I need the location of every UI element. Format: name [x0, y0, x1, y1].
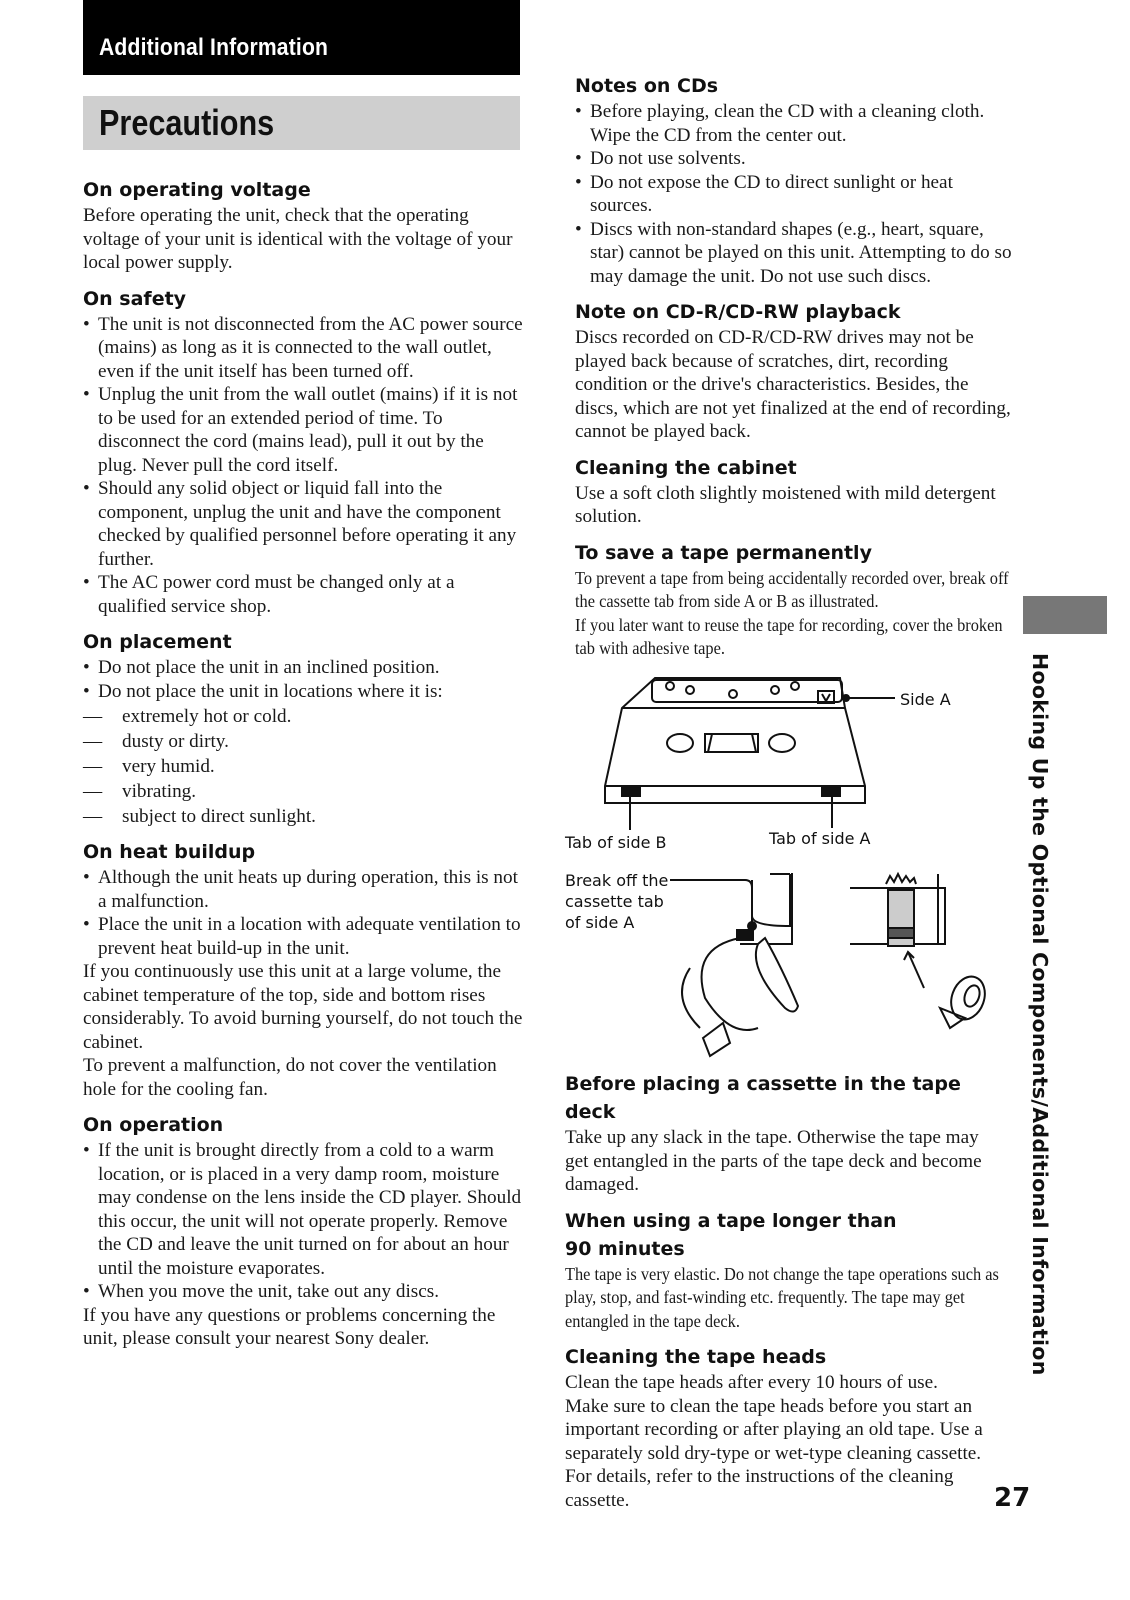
list-item: • Place the unit in a location with adequate ventilation to prevent heat build-up in the unit.: [83, 913, 523, 960]
section-before-placing: [565, 1070, 1005, 1197]
placement-sublist: [83, 705, 523, 829]
paragraph: Take up any slack in the tape. Otherwise the tape may get entangled in the parts of the tape deck and become damaged.: [565, 1127, 982, 1195]
paragraph: The tape is very elastic. Do not change the tape operations such as play, stop, and fast-winding etc. frequently. The tape may get entangled in the tape deck.: [565, 1263, 999, 1331]
safety-list: [83, 313, 523, 619]
heading-operating-voltage: On operating voltage: [83, 179, 311, 201]
list-item: • The AC power cord must be changed only at a qualified service shop.: [83, 571, 523, 618]
label-line: cassette tab: [565, 892, 664, 911]
section-longer-tape: [565, 1207, 1005, 1334]
paragraph: To prevent a tape from being accidentally recorded over, break off the cassette tab from side A or B as illustrated.: [575, 567, 1009, 611]
section-save-tape: [575, 539, 1015, 661]
section-cleaning-cabinet: [575, 454, 1015, 529]
list-item: — very humid.: [83, 755, 523, 779]
list-item: • Do not expose the CD to direct sunlight or heat sources.: [575, 171, 1015, 218]
paragraph: Before operating the unit, check that the operating voltage of your unit is identical with the voltage of your local power supply.: [83, 205, 513, 273]
section-safety: [83, 285, 523, 619]
heading-placement: On placement: [83, 631, 232, 653]
section-placement: [83, 628, 523, 828]
heading-heat-buildup: On heat buildup: [83, 841, 256, 863]
label-tab-side-a: Tab of side A: [769, 829, 871, 848]
list-item: — dusty or dirty.: [83, 730, 523, 754]
list-item: • The unit is not disconnected from the AC power source (mains) as long as it is connected to the wall outlet, even if the unit itself has been turned off.: [83, 313, 523, 384]
heading-before-placing: [565, 1070, 1005, 1126]
heading-line: Before placing a cassette in the tape: [565, 1073, 961, 1095]
right-column: [575, 72, 1015, 661]
left-column: [83, 176, 523, 1351]
page-title-box: [83, 96, 520, 150]
heading-operation: On operation: [83, 1114, 224, 1136]
page-title: Precautions: [99, 102, 275, 143]
section-notes-on-cds: [575, 72, 1015, 288]
side-tab-label: [1028, 653, 1058, 1443]
paragraph: If you continuously use this unit at a large volume, the cabinet temperature of the top, side and bottom rises considerably. To avoid burning yourself, do not touch the cabinet.: [83, 961, 523, 1053]
list-item: • Do not use solvents.: [575, 147, 1015, 171]
heading-longer-tape: [565, 1207, 1005, 1263]
page-number: 27: [994, 1483, 1031, 1513]
heading-cleaning-cabinet: Cleaning the cabinet: [575, 456, 797, 479]
heading-line: deck: [565, 1101, 616, 1123]
heading-notes-on-cds: Notes on CDs: [575, 75, 719, 97]
section-operation: [83, 1111, 523, 1351]
list-item: • When you move the unit, take out any discs.: [83, 1280, 523, 1304]
list-item: — vibrating.: [83, 780, 523, 804]
list-item: — extremely hot or cold.: [83, 705, 523, 729]
list-item: • Should any solid object or liquid fall into the component, unplug the unit and have the component checked by qualified personnel before operating it any further.: [83, 477, 523, 571]
heading-cdr-playback: Note on CD-R/CD-RW playback: [575, 301, 901, 323]
heading-save-tape: To save a tape permanently: [575, 541, 872, 564]
list-item: • Although the unit heats up during operation, this is not a malfunction.: [83, 866, 523, 913]
side-tab-marker: [1023, 596, 1107, 634]
paragraph: Discs recorded on CD-R/CD-RW drives may not be played back because of scratches, dirt, recording condition or the drive's characteristics. Besides, the discs, which are not yet finalized at the end of recording, cannot be played back.: [575, 327, 1011, 442]
heading-line: 90 minutes: [565, 1237, 685, 1260]
list-item: • If the unit is brought directly from a cold to a warm location, or is placed in a very damp room, moisture may condense on the lens inside the CD player. Should this occur, the unit will not operate properly. Remove the CD and leave the unit turned on for about an hour until the moisture evaporates.: [83, 1139, 523, 1280]
operation-list: [83, 1139, 523, 1304]
label-side-a: Side A: [900, 690, 951, 709]
cds-list: [575, 100, 1015, 288]
list-item: • Unplug the unit from the wall outlet (mains) if it is not to be used for an extended period of time. To disconnect the cord (mains lead), pull it out by the plug. Never pull the cord itself.: [83, 383, 523, 477]
paragraph: If you have any questions or problems concerning the unit, please consult your nearest Sony dealer.: [83, 1304, 496, 1349]
paragraph: Clean the tape heads after every 10 hours of use.: [565, 1372, 938, 1393]
heading-safety: On safety: [83, 287, 187, 310]
section-banner: [83, 0, 520, 75]
list-item: • Discs with non-standard shapes (e.g., heart, square, star) cannot be played on this unit. Attempting to do so may damage the unit. Do not use such discs.: [575, 218, 1015, 289]
section-cdr-playback: [575, 298, 1015, 444]
list-item: • Do not place the unit in locations where it is:: [83, 680, 523, 704]
section-operating-voltage: [83, 176, 523, 275]
section-heat-buildup: [83, 838, 523, 1101]
section-cleaning-heads: [565, 1343, 1005, 1512]
paragraph: Make sure to clean the tape heads before you start an important recording or after playing an old tape. Use a separately sold dry-type or wet-type cleaning cassette. For details, refer to the instructions of the cleaning cassette.: [565, 1395, 983, 1511]
side-tab-text: Hooking Up the Optional Components/Additional Information: [1028, 653, 1052, 1376]
label-break-off: [565, 870, 668, 933]
heat-list: [83, 866, 523, 960]
section-label: Additional Information: [99, 34, 329, 61]
placement-list: [83, 656, 523, 703]
heading-cleaning-heads: Cleaning the tape heads: [565, 1346, 827, 1368]
heading-line: When using a tape longer than: [565, 1209, 897, 1232]
paragraph: To prevent a malfunction, do not cover the ventilation hole for the cooling fan.: [83, 1055, 497, 1100]
list-item: • Before playing, clean the CD with a cleaning cloth. Wipe the CD from the center out.: [575, 100, 1015, 147]
list-item: • Do not place the unit in an inclined position.: [83, 656, 523, 680]
paragraph: If you later want to reuse the tape for recording, cover the broken tab with adhesive tape.: [575, 614, 1003, 658]
label-line: of side A: [565, 913, 635, 932]
right-column-lower: [565, 1070, 1005, 1512]
paragraph: Use a soft cloth slightly moistened with mild detergent solution.: [575, 482, 996, 527]
label-line: Break off the: [565, 871, 669, 890]
label-tab-side-b: Tab of side B: [565, 833, 667, 852]
list-item: — subject to direct sunlight.: [83, 805, 523, 829]
